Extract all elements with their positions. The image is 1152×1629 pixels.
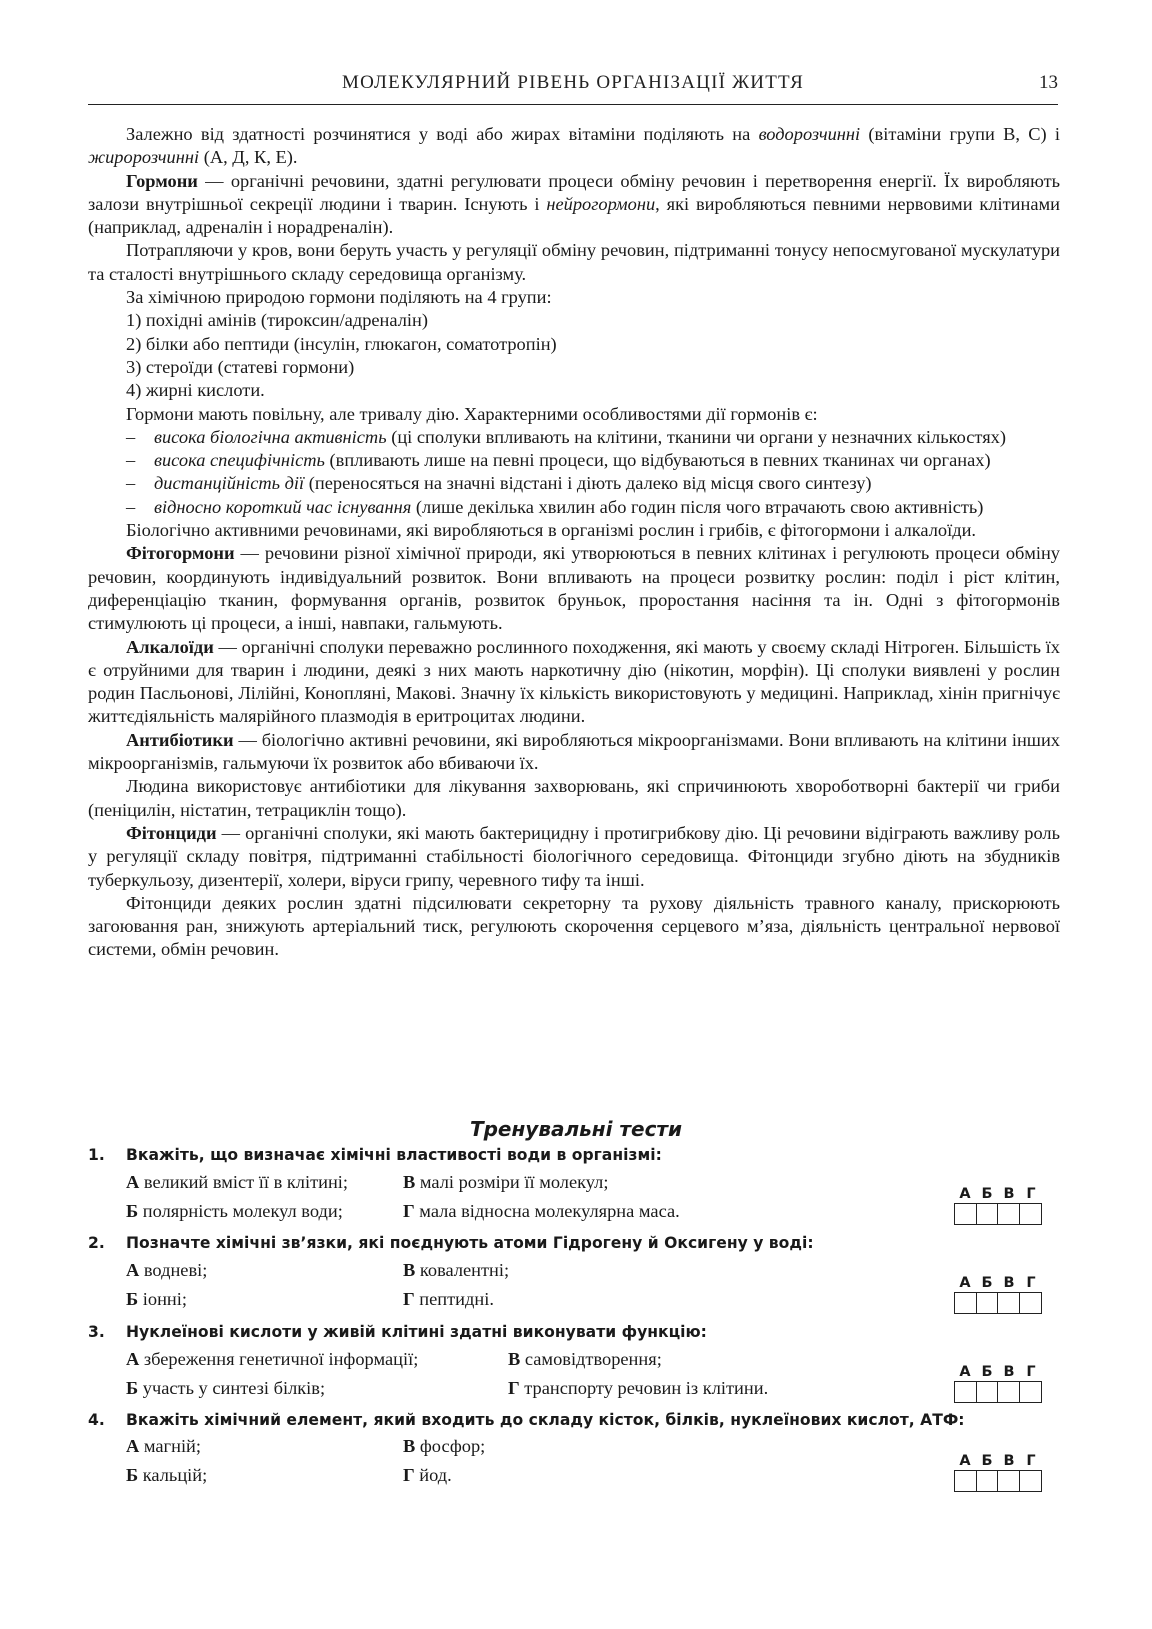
text-run: — органічні сполуки переважно рослинного походження, які мають у своєму складі Нітроген. Більшість їх є отруйними для тварин і людини, деякі з них мають наркотичну дію (нікотин, морфін). Ці сполуки виявлені у рослин родин Пасльонові, Лілійні, Конопляні, Макові. Значну їх кількість використовують у медицині. Наприклад, хінін пригнічує життєдіяльність малярійного плазмодія в еритроцитах людини. [88,636,1060,727]
paragraph-blood: Потрапляючи у кров, вони беруть участь у регуляції обміну речовин, підтриманні тонусу непосмугованої мускулатури та сталості внутрішнього складу середовища організму. [88,240,1060,284]
answer-grid-letters [954,1274,1042,1292]
answer-option [126,1172,348,1193]
answer-grid-letters [954,1363,1042,1381]
answer-cell-v[interactable] [998,1293,1020,1313]
answer-option [126,1289,187,1310]
option-text: кальцій; [138,1465,208,1485]
answer-cell-g[interactable] [1020,1382,1041,1402]
answer-grid [954,1452,1042,1492]
term-alkaloids: Алкалоїди [126,636,214,657]
option-text: йод. [414,1465,452,1485]
answer-option [508,1378,768,1399]
option-letter: Г [403,1465,415,1485]
grid-letter: Г [1026,1364,1036,1380]
feature-text: (лише декілька хвилин або годин після чого втрачають свою активність) [411,496,984,517]
paragraph-phytohormones [88,542,1060,635]
question-header [88,1231,1060,1255]
feature-text: (ці сполуки впливають на клітини, тканини чи органи у незначних кількостях) [386,426,1006,447]
term-water-soluble: водорозчинні [758,124,861,144]
dash-bullet: – [126,426,136,447]
answer-option [403,1289,494,1310]
text-run: — речовини різної хімічної природи, які утворюються в певних клітинах і регулюють процеси обміну речовин, координують індивідуальний розвиток. Вони впливають на процеси розвитку рослин: поділ і ріст клітин, диференціацію тканин, формування органів, розвиток бруньок, проростання насіння та ін. Одні з фітогормонів стимулюють ці процеси, а інші, навпаки, гальмують. [88,543,1060,634]
test-question [88,1143,1060,1221]
text-run: , які виробляються певними нервовими клітинами (наприклад, адреналін і норадреналін). [88,193,1060,238]
option-letter: В [403,1436,416,1456]
answer-cell-a[interactable] [955,1293,977,1313]
option-text: участь у синтезі білків; [138,1378,326,1398]
grid-letter: А [959,1453,971,1469]
answer-option [126,1465,207,1486]
answer-option [403,1436,485,1457]
answer-option [403,1201,680,1222]
grid-letter: В [1003,1453,1015,1469]
option-text: транспорту речовин із клітини. [519,1378,769,1398]
answer-cell-a[interactable] [955,1471,977,1491]
paragraph-antibiotics [88,729,1060,776]
test-question [88,1408,1060,1485]
list-item: 3) стероїди (статеві гормони) [126,356,355,377]
answer-cell-a[interactable] [955,1204,977,1224]
answer-cell-a[interactable] [955,1382,977,1402]
tests-section-title: Тренувальні тести [469,1117,683,1141]
answer-grid-cells [954,1203,1042,1225]
option-letter: А [126,1260,140,1280]
answer-cell-b[interactable] [977,1471,999,1491]
option-letter: Б [126,1465,139,1485]
paragraph-alkaloids [88,636,1060,729]
feature-item [88,426,1060,449]
running-header [88,70,1058,105]
text-run: — органічні сполуки, які мають бактерицидну і протигрибкову дію. Ці речовини відіграють важливу роль у регуляції складу повітря, підтриманні стабільності біологічного середовища. Фітонциди згубно діють на збудників туберкульозу, дизентерії, холери, віруси грипу, черевного тифу та інші. [88,822,1060,890]
feature-term: дистанційність дії [154,473,305,494]
question-number: 3. [88,1323,105,1341]
option-text: самовідтворення; [520,1349,662,1369]
page-number: 13 [1039,72,1058,93]
option-letter: А [126,1436,140,1456]
question-number: 1. [88,1146,105,1164]
term-fat-soluble: жиророзчинні [88,147,200,168]
feature-item [88,496,1060,519]
grid-letter: Б [981,1453,993,1469]
option-text: іонні; [138,1289,187,1309]
option-text: водневі; [139,1260,208,1280]
answer-grid [954,1363,1042,1403]
feature-text: (впливають лише на певні процеси, що відбуваються в певних тканинах чи органах) [324,450,991,471]
option-text: магній; [139,1436,201,1456]
answer-grid [954,1185,1042,1225]
term-antibiotics: Антибіотики [126,729,234,750]
answer-option [403,1172,608,1193]
grid-letter: Г [1026,1453,1036,1469]
option-letter: Г [403,1289,415,1309]
option-text: полярність молекул води; [138,1201,343,1221]
grid-letter: Б [981,1364,993,1380]
test-question [88,1231,1060,1309]
dash-bullet: – [126,496,136,517]
answer-grid-cells [954,1292,1042,1314]
paragraph-features-intro: Гормони мають повільну, але тривалу дію. Характерними особливостями дії гормонів є: [126,403,818,424]
question-header [88,1320,1060,1344]
question-text: Вкажіть хімічний елемент, який входить до складу кісток, білків, нуклеїнових кислот, АТФ: [126,1411,965,1429]
option-text: великий вміст її в клітині; [139,1172,349,1192]
option-text: фосфор; [415,1436,486,1456]
list-item: 1) похідні амінів (тироксин/адреналін) [126,310,428,331]
answer-cell-g[interactable] [1020,1471,1041,1491]
paragraph-bioactive: Біологічно активними речовинами, які виробляються в організмі рослин і грибів, є фітогормони і алкалоїди. [126,520,977,541]
option-letter: А [126,1349,140,1369]
feature-text: (переносяться на значні відстані і діють далеко від місця свого синтезу) [304,473,872,494]
answer-option [403,1465,452,1486]
answer-cell-v[interactable] [998,1471,1020,1491]
question-text: Нуклеїнові кислоти у живій клітині здатні виконувати функцію: [126,1323,707,1341]
term-phytohormones: Фітогормони [126,543,235,564]
question-text: Позначте хімічні зв’язки, які поєднують атоми Гідрогену й Оксигену у воді: [126,1234,814,1252]
answer-grid [954,1274,1042,1314]
answer-cell-g[interactable] [1020,1293,1041,1313]
option-letter: Б [126,1378,139,1398]
feature-term: відносно короткий час існування [154,496,412,517]
grid-letter: Б [981,1275,993,1291]
grid-letter: Г [1026,1186,1036,1202]
option-letter: В [508,1349,521,1369]
option-letter: Г [403,1201,415,1221]
answer-cell-b[interactable] [977,1204,999,1224]
paragraph-phytoncides-effects: Фітонциди деяких рослин здатні підсилювати секреторну та рухову діяльність травного каналу, прискорюють загоювання ран, знижують артеріальний тиск, регулюють скорочення серцевого м’яза, діяльність центральної нервової системи, обмін речовин. [88,892,1060,960]
answer-grid-letters [954,1452,1042,1470]
grid-letter: А [959,1364,971,1380]
answer-grid-letters [954,1185,1042,1203]
answer-grid-cells [954,1381,1042,1403]
feature-item [88,449,1060,472]
test-question [88,1320,1060,1398]
term-phytoncides: Фітонциди [126,822,217,843]
answer-option [126,1260,207,1281]
text-run: Залежно від здатності розчинятися у воді або жирах вітаміни поділяють на [126,124,759,144]
grid-letter: А [959,1275,971,1291]
text-run: — біологічно активні речовини, які виробляються мікроорганізмами. Вони впливають на клітини інших мікроорганізмів, гальмуючи їх розвиток або вбиваючи їх. [88,729,1060,774]
option-letter: Б [126,1201,139,1221]
grid-letter: В [1003,1364,1015,1380]
text-run: (вітаміни групи В, С) і [860,124,1061,144]
paragraph-groups-intro: За хімічною природою гормони поділяють на 4 групи: [126,287,552,308]
option-letter: А [126,1172,140,1192]
answer-cell-b[interactable] [977,1382,999,1402]
dash-bullet: – [126,473,136,494]
question-header [88,1408,1060,1432]
option-letter: Г [508,1378,520,1398]
paragraph-antibiotics-use: Людина використовує антибіотики для лікування захворювань, які спричинюють хвороботворні бактерії чи гриби (пеніцилін, ністатин, тетрациклін тощо). [88,776,1060,820]
grid-letter: В [1003,1186,1015,1202]
paragraph-vitamins [88,123,1060,170]
grid-letter: А [959,1186,971,1202]
dash-bullet: – [126,450,136,471]
grid-letter: Б [981,1186,993,1202]
option-text: збереження генетичної інформації; [139,1349,419,1369]
question-header [88,1143,1060,1167]
term-neurohormones: нейрогормони [546,193,656,214]
option-text: пептидні. [414,1289,494,1309]
answer-cell-b[interactable] [977,1293,999,1313]
answer-cell-v[interactable] [998,1204,1020,1224]
question-number: 4. [88,1411,105,1429]
option-text: ковалентні; [415,1260,510,1280]
answer-grid-cells [954,1470,1042,1492]
grid-letter: Г [1026,1275,1036,1291]
option-letter: В [403,1172,416,1192]
answer-option [508,1349,662,1370]
answer-option [126,1349,418,1370]
answer-cell-v[interactable] [998,1382,1020,1402]
list-item: 2) білки або пептиди (інсулін, глюкагон, соматотропін) [126,333,557,354]
list-item: 4) жирні кислоти. [126,380,265,401]
feature-term: висока біологічна активність [154,426,387,447]
paragraph-phytoncides [88,822,1060,892]
grid-letter: В [1003,1275,1015,1291]
option-text: малі розміри її молекул; [415,1172,609,1192]
answer-option [126,1436,201,1457]
answer-cell-g[interactable] [1020,1204,1041,1224]
option-text: мала відносна молекулярна маса. [414,1201,680,1221]
option-letter: Б [126,1289,139,1309]
header-title: МОЛЕКУЛЯРНИЙ РІВЕНЬ ОРГАНІЗАЦІЇ ЖИТТЯ [341,72,804,93]
feature-item [88,472,1060,495]
body-text [88,123,1060,962]
answer-option [126,1201,343,1222]
text-run: — органічні речовини, здатні регулювати процеси обміну речовин і перетворення енергії. Їх виробляють залози внутрішньої секреції людини і тварин. Існують і [88,170,1060,214]
option-letter: В [403,1260,416,1280]
answer-option [126,1378,325,1399]
text-run: (А, Д, К, Е). [199,147,298,168]
feature-term: висока специфічність [154,450,325,471]
question-text: Вкажіть, що визначає хімічні властивості води в організмі: [126,1146,662,1164]
answer-option [403,1260,509,1281]
term-hormones: Гормони [126,170,198,191]
question-number: 2. [88,1234,105,1252]
paragraph-hormones [88,170,1060,240]
